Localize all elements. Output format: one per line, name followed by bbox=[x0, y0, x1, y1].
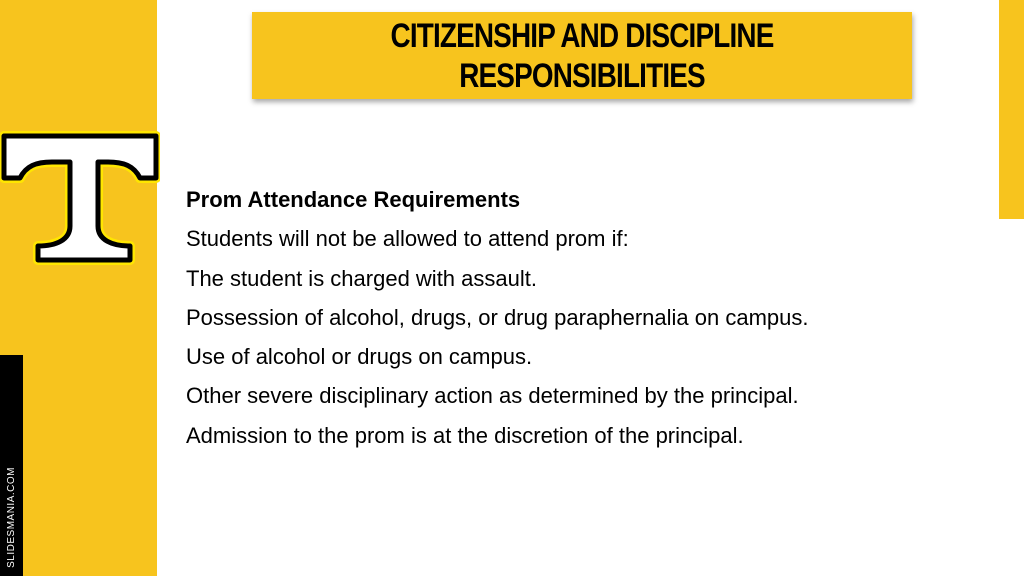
list-item: Admission to the prom is at the discretion of the principal. bbox=[186, 422, 744, 448]
list-item: The student is charged with assault. bbox=[186, 265, 537, 291]
slide-title: CITIZENSHIP AND DISCIPLINE RESPONSIBILITIES bbox=[390, 16, 774, 95]
t-logo-icon bbox=[0, 128, 160, 268]
intro-line: Students will not be allowed to attend prom if: bbox=[186, 226, 629, 252]
left-accent-band bbox=[0, 0, 157, 576]
list-item: Possession of alcohol, drugs, or drug paraphernalia on campus. bbox=[186, 304, 809, 330]
title-banner bbox=[252, 12, 912, 99]
section-heading: Prom Attendance Requirements bbox=[186, 187, 521, 212]
list-item: Use of alcohol or drugs on campus. bbox=[186, 344, 533, 370]
right-accent-bar bbox=[999, 0, 1024, 219]
list-item: Other severe disciplinary action as determined by the principal. bbox=[186, 383, 799, 409]
body-text bbox=[186, 180, 976, 455]
credit-text: SLIDESMANIA.COM bbox=[6, 467, 17, 568]
slidesmania-credit bbox=[0, 355, 23, 576]
